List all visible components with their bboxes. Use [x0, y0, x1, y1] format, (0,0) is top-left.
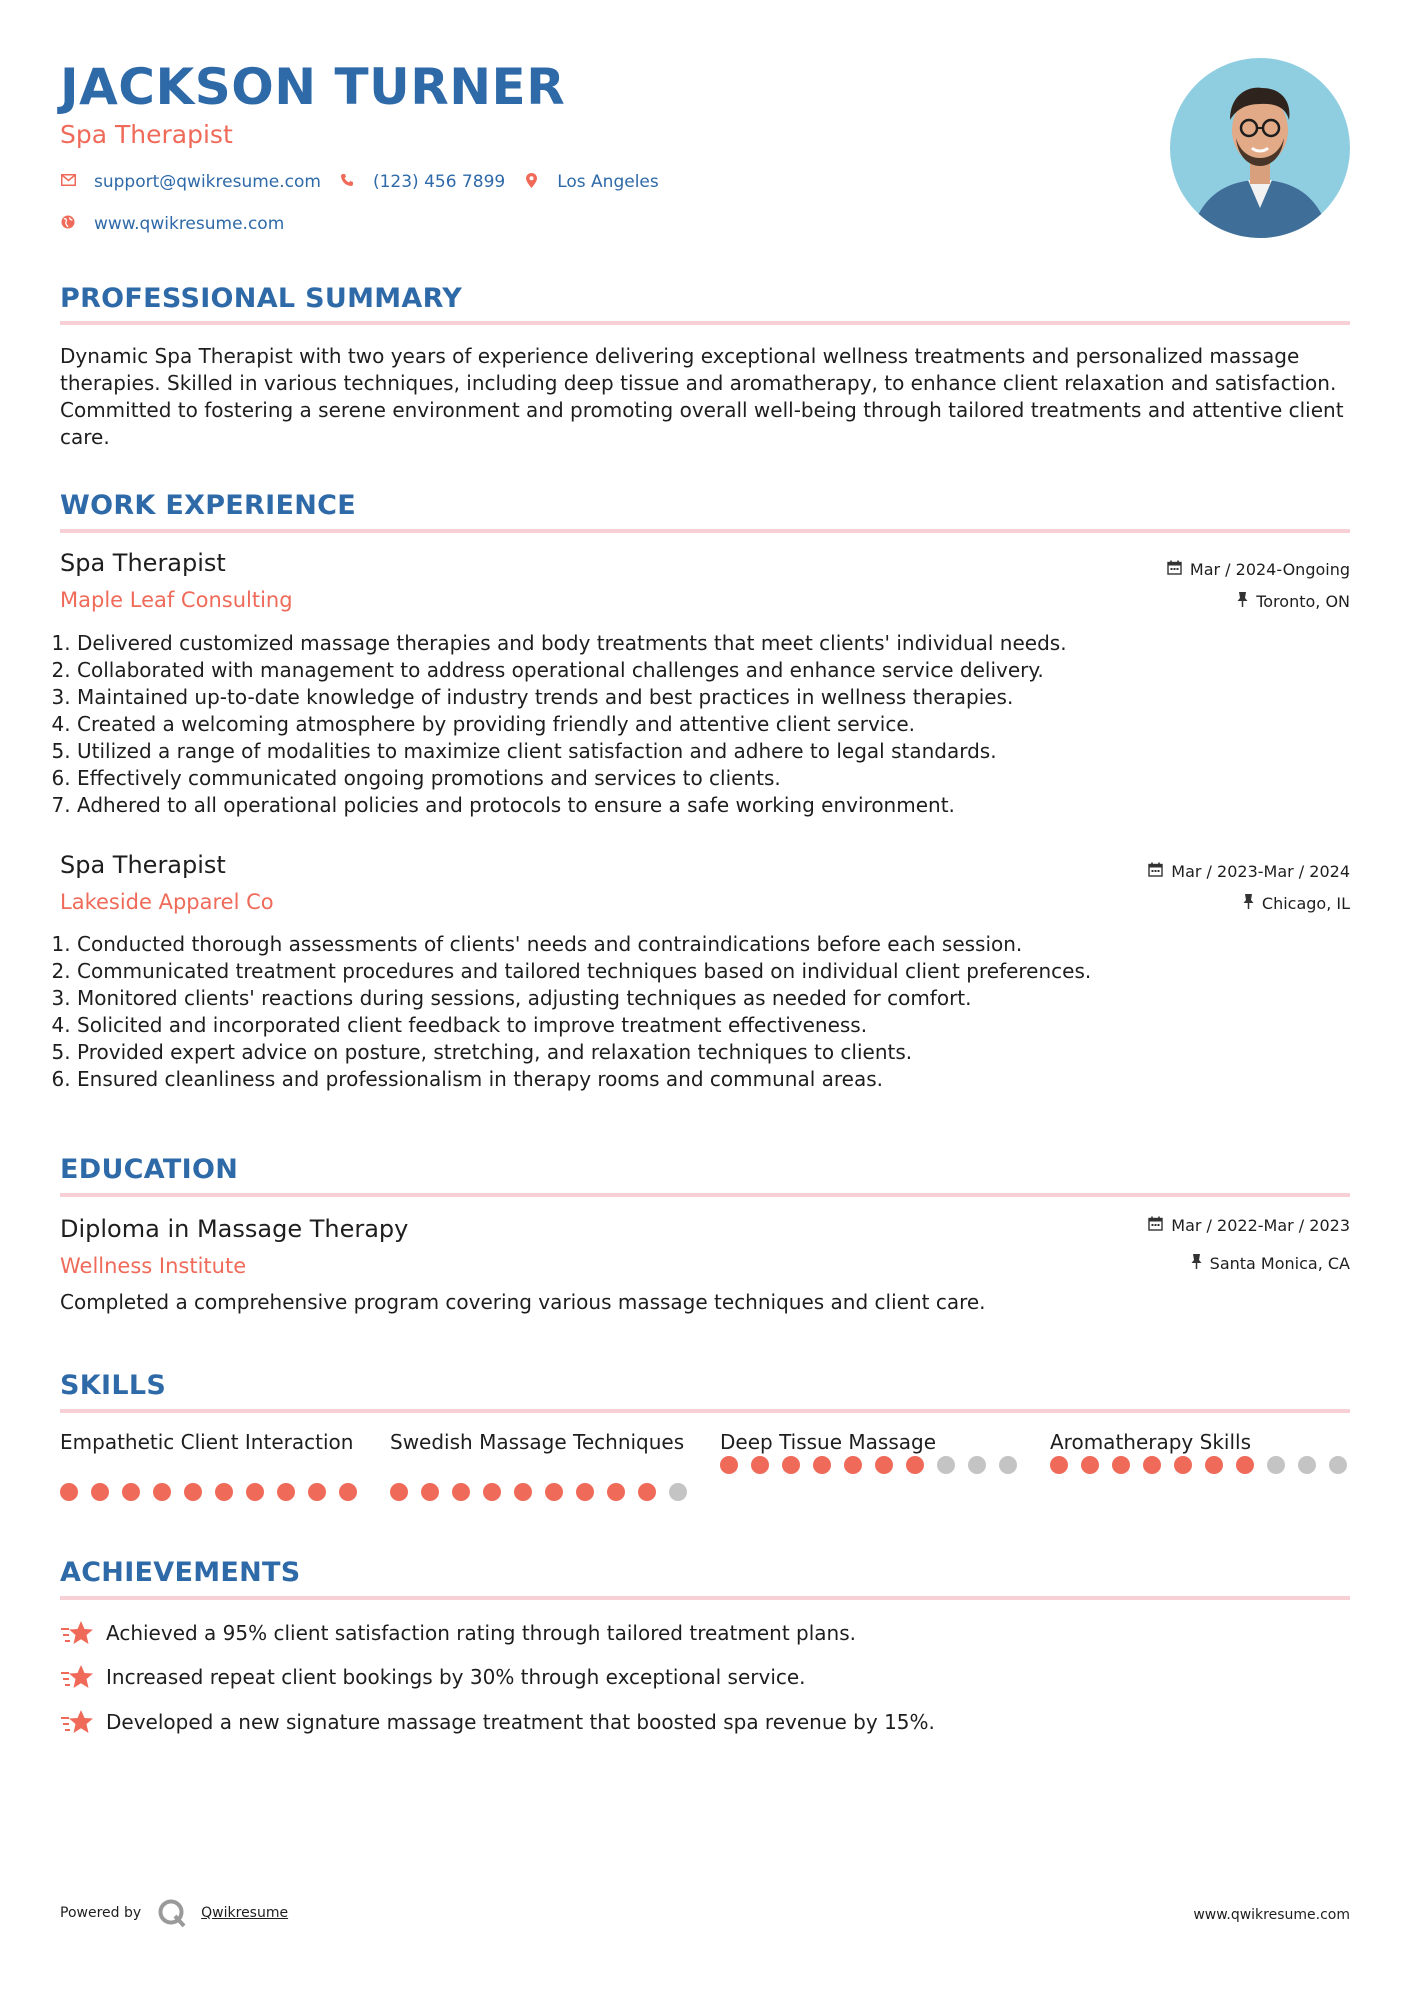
duty-item: 3. Maintained up-to-date knowledge of industry trends and best practices in wellness therapies.	[77, 684, 1347, 711]
education-location	[1191, 1254, 1350, 1273]
rating-dot-empty	[999, 1456, 1017, 1474]
duty-item: 7. Adhered to all operational policies and protocols to ensure a safe working environment.	[77, 792, 1347, 819]
email-text[interactable]: support@qwikresume.com	[94, 172, 321, 192]
rating-dot-filled	[1112, 1456, 1130, 1474]
rating-dot-filled	[153, 1483, 171, 1501]
map-pin-icon	[523, 173, 539, 192]
rating-dot-filled	[1236, 1456, 1254, 1474]
rating-dot-empty	[937, 1456, 955, 1474]
duty-item: 5. Utilized a range of modalities to maximize client satisfaction and adhere to legal standards.	[77, 738, 1347, 765]
rating-dot-filled	[576, 1483, 594, 1501]
job-company: Maple Leaf Consulting	[60, 588, 293, 612]
star-icon	[60, 1663, 94, 1691]
skill-name: Swedish Massage Techniques	[390, 1430, 685, 1454]
duty-item: 1. Delivered customized massage therapies and body treatments that meet clients' individual needs.	[77, 630, 1347, 657]
job-dates-text: Mar / 2023-Mar / 2024	[1171, 862, 1350, 881]
rating-dot-filled	[60, 1483, 78, 1501]
contact-phone[interactable]	[339, 172, 505, 192]
summary-text: Dynamic Spa Therapist with two years of experience delivering exceptional wellness treatments and personalized massage therapies. Skilled in various techniques, including deep tissue and aromatherapy, to enhance client relaxation and satisfaction. Committed to fostering a serene environment and promoting overall well-being through tailored treatments and attentive client care.	[60, 344, 1344, 449]
contact-email[interactable]	[60, 172, 321, 192]
pushpin-icon	[1243, 894, 1254, 913]
rating-dot-filled	[751, 1456, 769, 1474]
skill-rating	[390, 1483, 690, 1501]
rating-dot-filled	[545, 1483, 563, 1501]
calendar-icon	[1148, 1216, 1163, 1235]
website-text[interactable]: www.qwikresume.com	[94, 214, 285, 234]
education-school: Wellness Institute	[60, 1254, 247, 1278]
pushpin-icon	[1237, 592, 1248, 611]
achievement-item	[60, 1663, 806, 1691]
skill-item	[1050, 1429, 1350, 1474]
rating-dot-filled	[308, 1483, 326, 1501]
skills-heading: SKILLS	[60, 1370, 167, 1401]
candidate-name: JACKSON TURNER	[60, 58, 566, 116]
star-icon	[60, 1708, 94, 1736]
duty-item: 2. Communicated treatment procedures and tailored techniques based on individual client preferences.	[77, 958, 1347, 985]
job-location-text: Toronto, ON	[1256, 592, 1350, 611]
experience-divider	[60, 529, 1350, 533]
skill-name: Aromatherapy Skills	[1050, 1430, 1251, 1454]
skill-name: Empathetic Client Interaction	[60, 1430, 354, 1454]
rating-dot-filled	[1174, 1456, 1192, 1474]
achievement-item	[60, 1619, 856, 1647]
skill-item	[390, 1429, 690, 1501]
contact-location	[523, 172, 659, 192]
summary-heading: PROFESSIONAL SUMMARY	[60, 283, 463, 314]
rating-dot-filled	[122, 1483, 140, 1501]
rating-dot-filled	[483, 1483, 501, 1501]
duty-item: 4. Solicited and incorporated client feedback to improve treatment effectiveness.	[77, 1012, 1347, 1039]
duty-item: 6. Effectively communicated ongoing promotions and services to clients.	[77, 765, 1347, 792]
education-dates	[1148, 1216, 1350, 1235]
experience-heading: WORK EXPERIENCE	[60, 490, 356, 521]
summary-divider	[60, 321, 1350, 325]
rating-dot-filled	[1050, 1456, 1068, 1474]
calendar-icon	[1167, 560, 1182, 579]
phone-icon	[339, 173, 355, 191]
rating-dot-filled	[720, 1456, 738, 1474]
job-location	[1243, 894, 1350, 913]
rating-dot-empty	[1298, 1456, 1316, 1474]
job-title: Spa Therapist	[60, 549, 226, 577]
rating-dot-filled	[813, 1456, 831, 1474]
achievement-item	[60, 1708, 935, 1736]
duty-item: 3. Monitored clients' reactions during sessions, adjusting techniques as needed for comfort.	[77, 985, 1347, 1012]
skill-item	[60, 1429, 360, 1501]
job-title: Spa Therapist	[60, 851, 226, 879]
skill-name: Deep Tissue Massage	[720, 1430, 937, 1454]
education-heading: EDUCATION	[60, 1154, 239, 1185]
education-degree: Diploma in Massage Therapy	[60, 1215, 409, 1243]
rating-dot-empty	[968, 1456, 986, 1474]
rating-dot-filled	[91, 1483, 109, 1501]
rating-dot-empty	[1329, 1456, 1347, 1474]
rating-dot-filled	[339, 1483, 357, 1501]
job-duties-list	[60, 931, 1347, 1093]
job-dates	[1167, 560, 1350, 579]
phone-text[interactable]: (123) 456 7899	[372, 172, 506, 192]
achievement-text: Developed a new signature massage treatment that boosted spa revenue by 15%.	[106, 1710, 935, 1734]
rating-dot-filled	[1205, 1456, 1223, 1474]
location-text: Los Angeles	[557, 172, 659, 192]
rating-dot-filled	[607, 1483, 625, 1501]
rating-dot-filled	[215, 1483, 233, 1501]
profile-photo	[1170, 58, 1350, 238]
rating-dot-filled	[277, 1483, 295, 1501]
rating-dot-filled	[421, 1483, 439, 1501]
achievement-text: Increased repeat client bookings by 30% through exceptional service.	[106, 1665, 806, 1689]
skill-item	[720, 1429, 1020, 1474]
education-divider	[60, 1193, 1350, 1197]
duty-item: 4. Created a welcoming atmosphere by providing friendly and attentive client service.	[77, 711, 1347, 738]
achievements-heading: ACHIEVEMENTS	[60, 1557, 301, 1588]
star-icon	[60, 1619, 94, 1647]
rating-dot-filled	[452, 1483, 470, 1501]
job-dates-text: Mar / 2024-Ongoing	[1189, 560, 1350, 579]
job-location-text: Chicago, IL	[1261, 894, 1350, 913]
rating-dot-filled	[184, 1483, 202, 1501]
job-dates	[1148, 862, 1350, 881]
job-location	[1237, 592, 1350, 611]
pushpin-icon	[1191, 1254, 1202, 1273]
envelope-icon	[60, 174, 76, 190]
footer-website[interactable]: www.qwikresume.com	[1193, 1907, 1350, 1923]
job-duties-list	[60, 630, 1347, 819]
education-location-text: Santa Monica, CA	[1209, 1254, 1350, 1273]
duty-item: 6. Ensured cleanliness and professionalism in therapy rooms and communal areas.	[77, 1066, 1347, 1093]
duty-item: 1. Conducted thorough assessments of clients' needs and contraindications before each session.	[77, 931, 1347, 958]
contact-row-secondary	[60, 214, 302, 234]
education-dates-text: Mar / 2022-Mar / 2023	[1171, 1216, 1350, 1235]
skill-rating	[1050, 1456, 1350, 1474]
rating-dot-filled	[844, 1456, 862, 1474]
qwikresume-logo-icon	[157, 1898, 187, 1928]
rating-dot-filled	[906, 1456, 924, 1474]
rating-dot-filled	[390, 1483, 408, 1501]
globe-icon	[60, 215, 76, 233]
qwikresume-link[interactable]: Qwikresume	[201, 1905, 289, 1921]
skills-divider	[60, 1409, 1350, 1413]
contact-website[interactable]	[60, 214, 284, 234]
contact-row-primary	[60, 172, 677, 192]
calendar-icon	[1148, 862, 1163, 881]
achievements-divider	[60, 1596, 1350, 1600]
rating-dot-filled	[246, 1483, 264, 1501]
candidate-role: Spa Therapist	[60, 120, 233, 149]
rating-dot-empty	[669, 1483, 687, 1501]
skill-rating	[720, 1456, 1020, 1474]
achievement-text: Achieved a 95% client satisfaction rating through tailored treatment plans.	[106, 1621, 857, 1645]
duty-item: 5. Provided expert advice on posture, stretching, and relaxation techniques to clients.	[77, 1039, 1347, 1066]
education-description: Completed a comprehensive program covering various massage techniques and client care.	[60, 1290, 986, 1314]
rating-dot-filled	[782, 1456, 800, 1474]
rating-dot-filled	[875, 1456, 893, 1474]
resume-page	[60, 0, 1350, 1990]
rating-dot-filled	[1143, 1456, 1161, 1474]
duty-item: 2. Collaborated with management to address operational challenges and enhance service delivery.	[77, 657, 1347, 684]
rating-dot-filled	[514, 1483, 532, 1501]
powered-by-label: Powered by	[60, 1905, 142, 1921]
footer-branding	[60, 1898, 288, 1928]
rating-dot-empty	[1267, 1456, 1285, 1474]
skill-rating	[60, 1483, 360, 1501]
rating-dot-filled	[1081, 1456, 1099, 1474]
rating-dot-filled	[638, 1483, 656, 1501]
job-company: Lakeside Apparel Co	[60, 890, 274, 914]
